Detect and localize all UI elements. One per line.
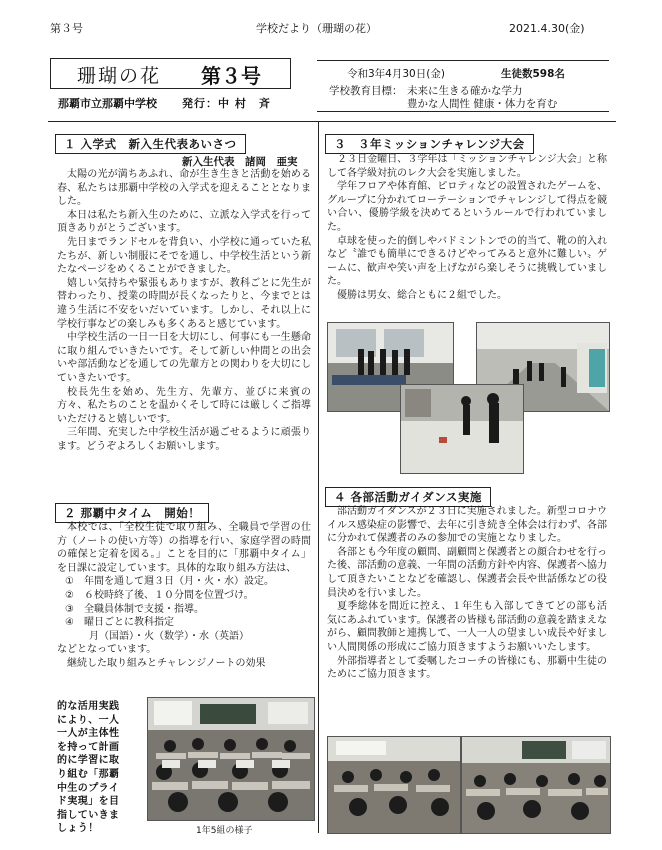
section-1-heading: １ 入学式 新入生代表あいさつ xyxy=(55,134,246,154)
closing-line: り組む「那覇 xyxy=(57,768,120,780)
issue-date: 2021.4.30(金) xyxy=(509,22,585,35)
list-item: ① 年間を通して週３日（月・火・水）設定。 xyxy=(65,576,274,588)
closing-line: 一人が主体性 xyxy=(57,728,120,740)
paragraph: 継続した取り組みとチャレンジノートの効果 xyxy=(67,657,266,669)
gym-challenge-photo xyxy=(400,384,524,474)
paragraph: 部活動ガイダンスが２３日に実施されました。新型コロナウイルス感染症の影響で、去年に引き続き全体会は行わず、各部に分かれて保護者のみの参加での実施となりました。 xyxy=(327,506,607,545)
closing-line: により、一人 xyxy=(57,714,120,726)
section-2-heading: ２ 那覇中タイム 開始！ xyxy=(55,503,209,523)
subject-schedule: 月（国語）・火（数学）・水（英語） xyxy=(89,630,249,642)
closing-line: ド実現」を目 xyxy=(57,796,120,808)
publication-date: 令和3年4月30日(金) xyxy=(347,68,445,80)
goal-label: 学校教育目標： xyxy=(329,85,403,97)
school-info-box xyxy=(317,60,609,112)
section-4-body xyxy=(327,505,607,682)
closing-line: 的な活用実践 xyxy=(57,701,120,712)
newsletter-name: 珊瑚の花 xyxy=(77,65,162,87)
closing-line: 指していきま xyxy=(57,809,120,821)
section-3-heading: ３ ３年ミッションチャレンジ大会 xyxy=(325,134,534,154)
goal-line-1: 未来に生きる確かな学力 xyxy=(407,85,523,97)
paragraph: 中学校生活の一日一日を大切にし、何事にも一生懸命に取り組んでいきたいです。そして新しい仲間との出会いや部活動などを通しての先輩方との関わりを大切にしていきたいです。 xyxy=(57,332,311,384)
newsletter-title: 学校だより（珊瑚の花） xyxy=(256,22,377,35)
content-top-rule xyxy=(48,121,616,122)
paragraph: 学年フロアや体育館、ピロティなどの設置されたゲームを、グループに分かれてローテーションでチャレンジして得点を競い合い、優勝学級を決めてるというルールで行われていました。 xyxy=(327,181,607,233)
method-list xyxy=(57,575,311,629)
section-1-byline: 新入生代表 諸岡 亜実 xyxy=(182,156,298,168)
list-item: ④ 曜日ごとに教科指定 xyxy=(65,617,174,629)
paragraph: 太陽の光が満ちあふれ、命が生き生きと活動を始める春、私たちは那覇中学校の入学式を迎えることとなりました。 xyxy=(57,169,311,208)
goal-line-2: 豊かな人間性 健康・体力を育む xyxy=(407,98,558,110)
masthead-title-box xyxy=(50,58,291,89)
closing-line: 中生のプライ xyxy=(57,782,120,794)
paragraph: 三年間、充実した中学校生活が過ごせるように頑張ります。どうぞよろしくお願いします。 xyxy=(57,427,311,452)
paragraph: 夏季総体を間近に控え、１年生も入部してきてどの部も活気にあふれています。保護者の皆様も部活動の意義を踏まえながら、顧問教師と連携して、一人一人の望ましい成長や好ましい人間関係の形成にご協力頂きますようお願いいたします。 xyxy=(327,601,607,653)
school-name: 那覇市立那覇中学校 xyxy=(58,97,157,110)
closing-line: 的に学習に取 xyxy=(57,755,120,767)
paragraph: 嬉しい気持ちや緊張もありますが、教科ごとに先生が替わったり、授業の時間が長くなったりと、今までとは違う生活に不安をいだいています。しかし、それ以上に学校行事などの楽しみも多くあると感じています。 xyxy=(57,277,311,330)
paragraph: 本校では、「全校生徒で取り組み、全職員で学習の仕方（ノートの使い方等）の指導を行い、家庭学習の時間の確保と定着を図る。」ことを目的に「那覇中タイム」を日課に設定しています。具体的な取り組み方法は、 xyxy=(57,522,311,574)
paragraph: などとなっています。 xyxy=(57,644,157,656)
paragraph: 各部とも今年度の顧問、副顧問と保護者との顔合わせを行った後、部活動の意義、一年間の活動方針や内容、保護者へ協力して頂きたいことなどを確認し、保護者会長や世話係などの役員決めを行いました。 xyxy=(327,546,607,599)
section-3-body xyxy=(327,153,607,303)
classroom-photo xyxy=(147,697,315,821)
masthead-number: 第３号 xyxy=(201,64,261,88)
list-item: ② ６校時終了後、１０分間を位置づけ。 xyxy=(65,589,254,601)
paragraph: 外部指導者として委嘱したコーチの皆様にも、那覇中生徒のためにご協力頂きます。 xyxy=(327,655,607,681)
club-meeting-photo-2 xyxy=(461,736,611,834)
section-2-closing xyxy=(57,700,143,836)
photo-caption: 1年5組の様子 xyxy=(196,826,253,836)
closing-line: しょう！ xyxy=(57,823,99,835)
paragraph: 優勝は男女、総合ともに２組でした。 xyxy=(337,289,507,301)
paragraph: 校長先生を始め、先生方、先輩方、並びに来賓の方々、私たちのことを温かくそして時には厳しくご指導いただけると嬉しいです。 xyxy=(57,386,311,425)
section-2-body xyxy=(57,521,311,671)
closing-line: を持って計画 xyxy=(57,741,120,753)
column-divider xyxy=(318,121,319,833)
issue-number: 第３号 xyxy=(50,22,83,35)
paragraph: ２３日金曜日、３学年は「ミッションチャレンジ大会」と称して各学級対抗のレク大会を実施しました。 xyxy=(327,154,607,179)
paragraph: 卓球を使った的倒しやバドミントンでの的当て、靴の的入れなど〝誰でも簡単にできるけどやってみると意外に難しい〟ゲームに、歓声や笑い声を上げながら楽しそうに挑戦していました。 xyxy=(327,235,607,288)
publisher: 発行：中 村 斉 xyxy=(182,97,271,110)
section-4-heading: ４ 各部活動ガイダンス実施 xyxy=(325,487,491,507)
paragraph: 先日までランドセルを背負い、小学校に通っていた私たちが、新しい制服にそでを通し、中学校生活という新たなページをめくることができました。 xyxy=(57,236,311,276)
list-item: ③ 全職員体制で支援・指導。 xyxy=(65,603,204,615)
section-1-body xyxy=(57,168,311,453)
paragraph: 本日は私たち新入生のために、立派な入学式を行って頂きありがとうございます。 xyxy=(57,209,311,235)
club-meeting-photo-1 xyxy=(327,736,461,834)
student-count: 生徒数598名 xyxy=(501,68,565,80)
